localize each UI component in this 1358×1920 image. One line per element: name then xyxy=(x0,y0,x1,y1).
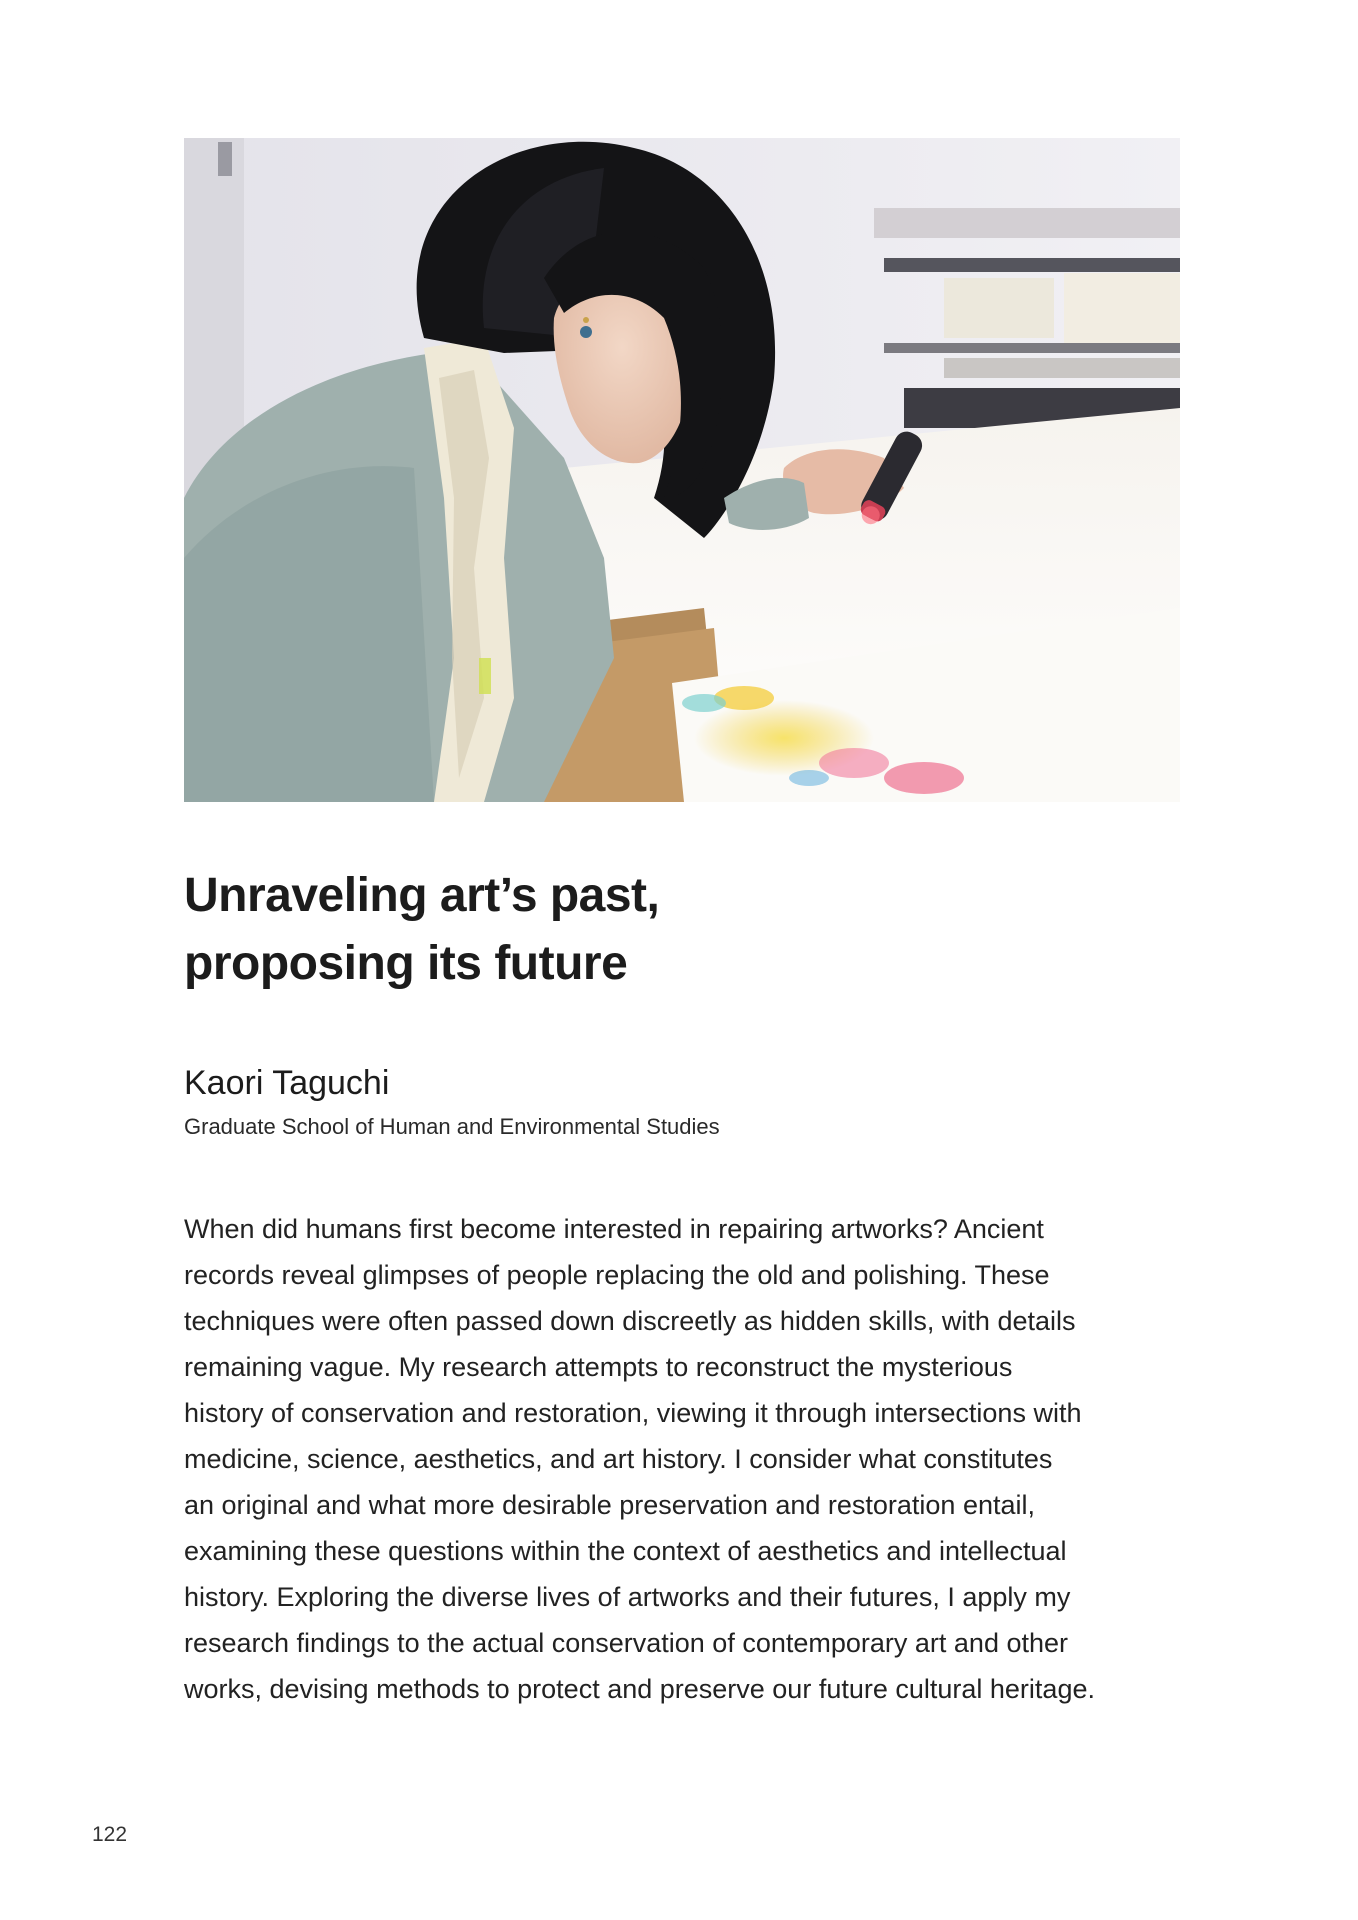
body-line: remaining vague. My research attempts to reconstruct the mysterious xyxy=(184,1352,1013,1382)
author-name: Kaori Taguchi xyxy=(184,1064,390,1102)
body-line: examining these questions within the context of aesthetics and intellectual xyxy=(184,1536,1067,1566)
body-line: techniques were often passed down discreetly as hidden skills, with details xyxy=(184,1306,1076,1336)
researcher-photo xyxy=(184,138,1180,802)
body-line: When did humans first become interested in repairing artworks? Ancient xyxy=(184,1214,1044,1244)
body-line: medicine, science, aesthetics, and art history. I consider what constitutes xyxy=(184,1444,1053,1474)
author-affiliation: Graduate School of Human and Environmental Studies xyxy=(184,1114,720,1139)
body-line: research findings to the actual conservation of contemporary art and other xyxy=(184,1628,1068,1658)
body-line: history of conservation and restoration, viewing it through intersections with xyxy=(184,1398,1082,1428)
page-number: 122 xyxy=(92,1823,128,1846)
body-line: works, devising methods to protect and preserve our future cultural heritage. xyxy=(184,1674,1095,1704)
article-body xyxy=(184,1206,1184,1712)
article-title-line: Unraveling art’s past, xyxy=(184,869,660,922)
body-line: history. Exploring the diverse lives of artworks and their futures, I apply my xyxy=(184,1582,1071,1612)
body-line: an original and what more desirable preservation and restoration entail, xyxy=(184,1490,1036,1520)
body-line: records reveal glimpses of people replacing the old and polishing. These xyxy=(184,1260,1050,1290)
article-title xyxy=(184,862,1184,998)
article-title-line: proposing its future xyxy=(184,937,628,990)
